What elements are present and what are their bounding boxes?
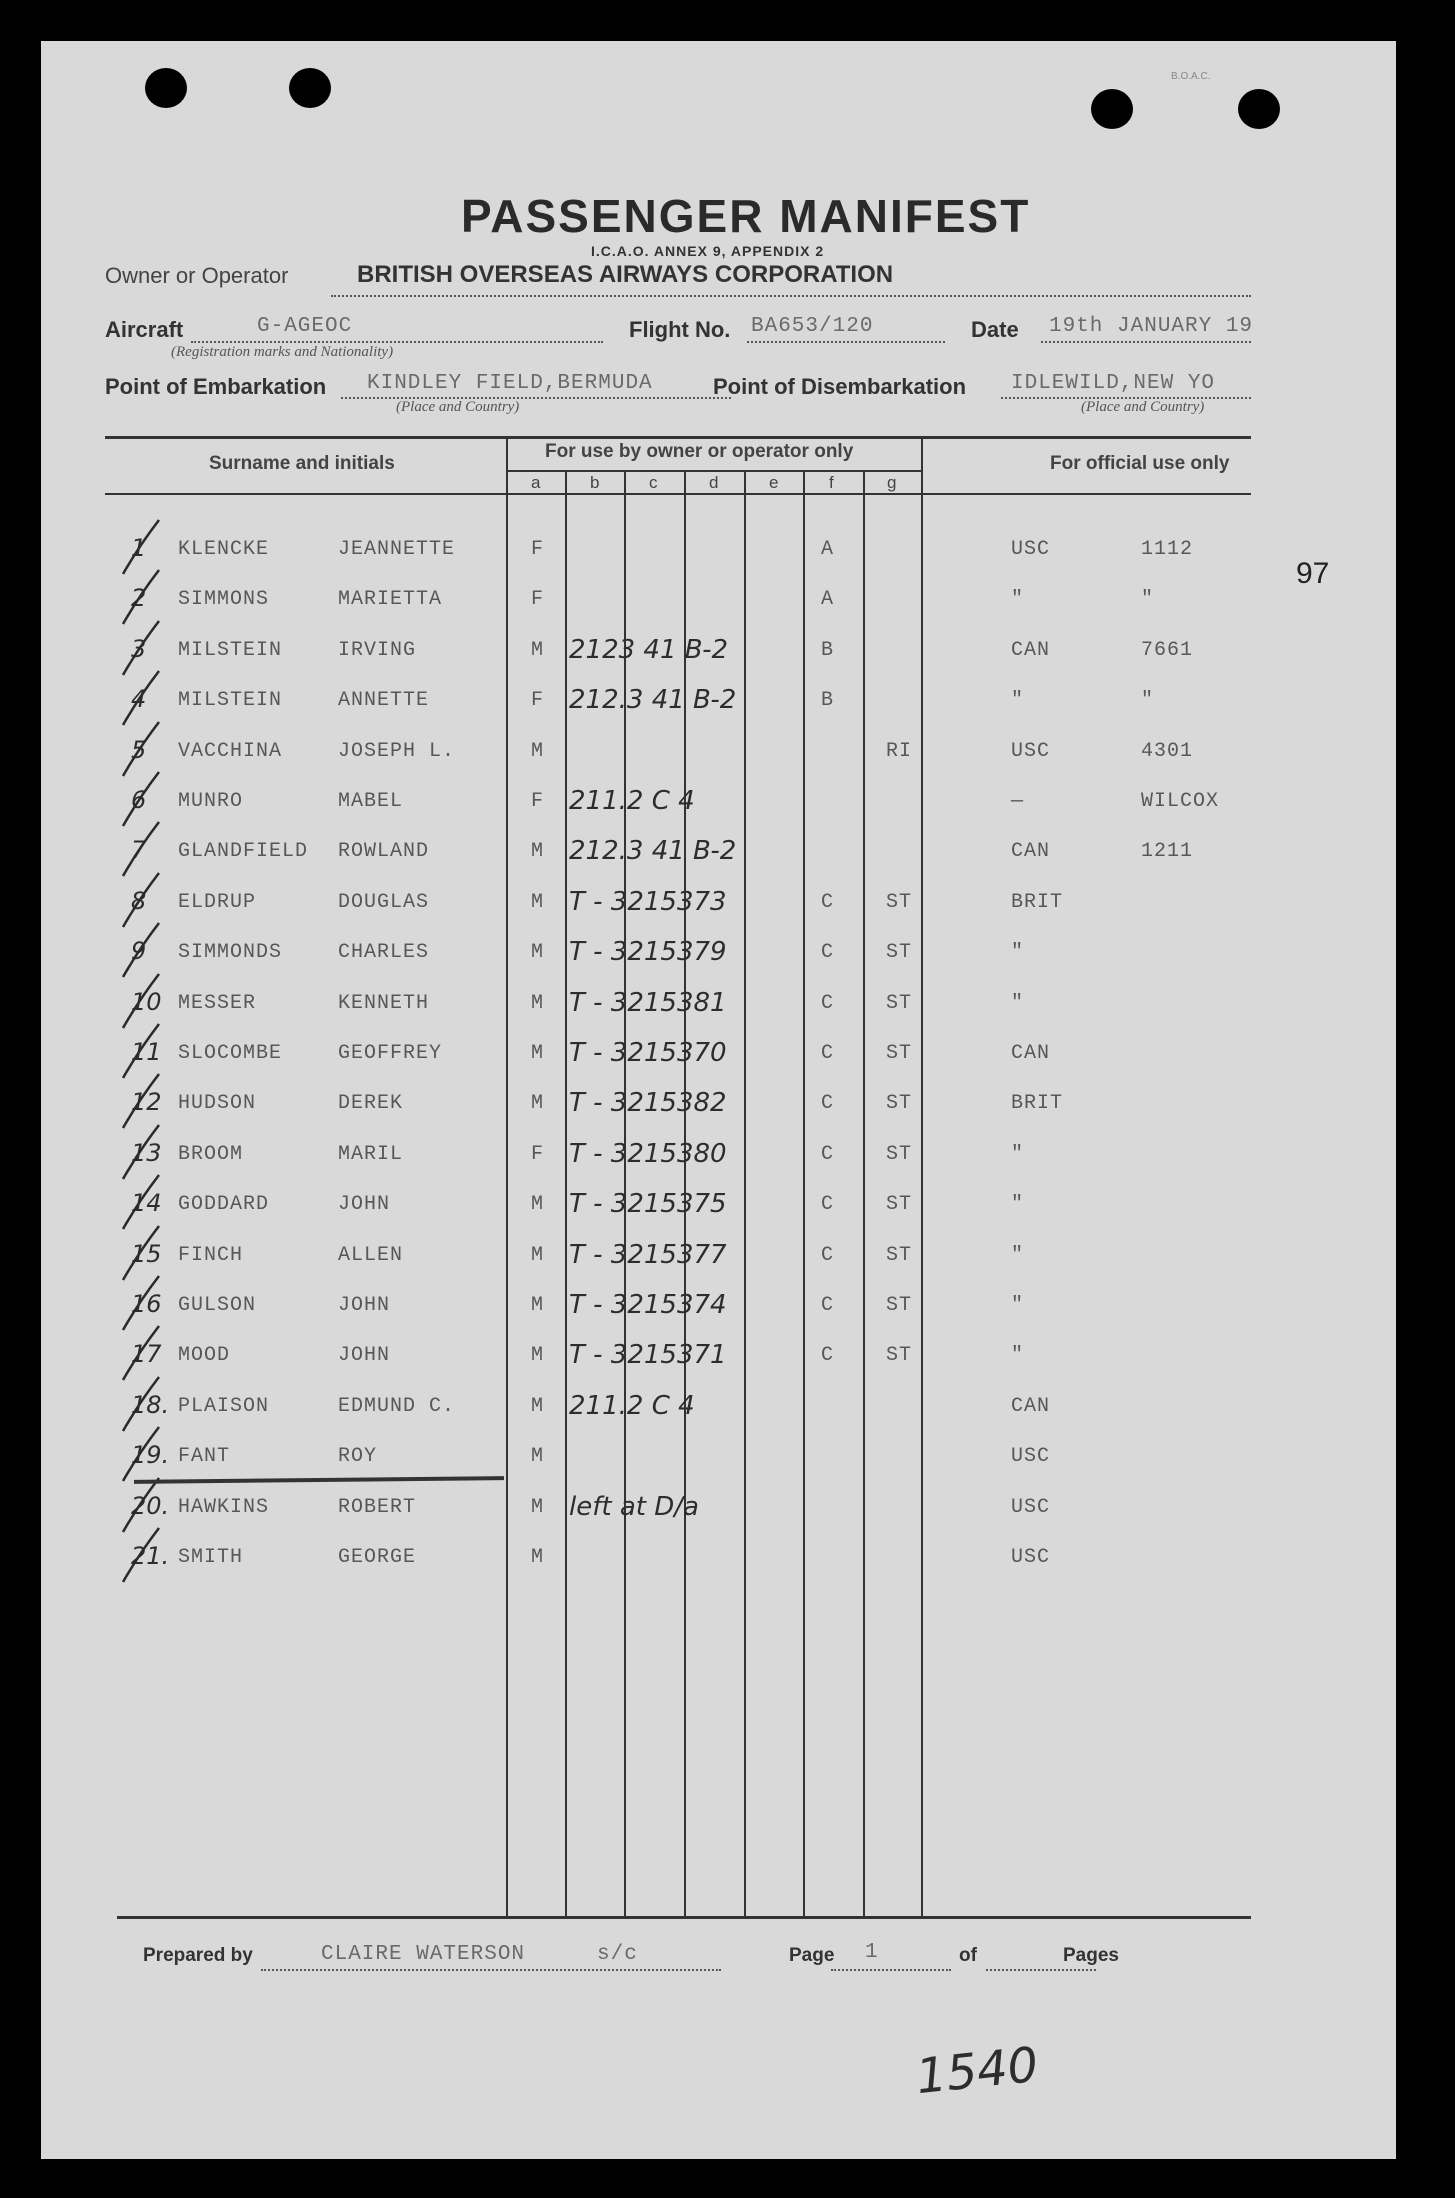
nationality: USC [1011,1546,1051,1569]
nationality: USC [1011,740,1051,763]
official-number: WILCOX [1141,790,1220,813]
handwritten-code: T - 3215370 [569,1038,727,1068]
owner-underline [331,295,1251,297]
table-header-rule [105,493,1251,495]
sub-col-a: a [531,473,541,492]
handwritten-code: 211.2 C 4 [569,786,695,816]
official-number: " [1141,588,1155,611]
passenger-given-name: EDMUND C. [338,1395,456,1418]
passenger-sex: M [531,1344,545,1367]
nationality: " [1011,1193,1025,1216]
page-label: Page [789,1945,835,1966]
nationality: " [1011,689,1025,712]
passenger-sex: M [531,941,545,964]
handwritten-code: 2123 41 B-2 [569,635,729,665]
row-number: 17 [131,1340,162,1368]
column-g-value: ST [886,1193,913,1216]
punch-hole [289,68,331,108]
embarkation-note: (Place and Country) [396,399,520,415]
nationality: " [1011,1244,1025,1267]
passenger-given-name: IRVING [338,639,417,662]
nationality: " [1011,1143,1025,1166]
col-surname-header: Surname and initials [209,453,395,474]
column-f-value: C [821,1344,835,1367]
of-underline [986,1969,1096,1971]
row-number: 13 [131,1139,162,1167]
passenger-surname: GODDARD [178,1193,270,1216]
passenger-surname: GULSON [178,1294,257,1317]
nationality: BRIT [1011,1092,1064,1115]
passenger-given-name: JOHN [338,1294,391,1317]
punch-hole [1238,89,1280,129]
passenger-sex: M [531,1244,545,1267]
nationality: — [1011,790,1025,813]
nationality: CAN [1011,1395,1051,1418]
passenger-surname: MILSTEIN [178,639,283,662]
passenger-given-name: MARIL [338,1143,404,1166]
passenger-surname: SIMMONDS [178,941,283,964]
row-number: 10 [131,988,162,1016]
column-f-value: C [821,1244,835,1267]
official-number: 1211 [1141,840,1194,863]
nationality: " [1011,588,1025,611]
col-owner-header: For use by owner or operator only [545,441,854,462]
column-f-value: C [821,1294,835,1317]
passenger-sex: M [531,1445,545,1468]
column-f-value: C [821,1092,835,1115]
passenger-given-name: JEANNETTE [338,538,456,561]
date-label: Date [971,317,1019,342]
disembarkation-label: Point of Disembarkation [713,374,967,399]
passenger-surname: MOOD [178,1344,231,1367]
column-g-value: ST [886,891,913,914]
flight-value: BA653/120 [751,315,874,338]
row-number: 15 [131,1240,162,1268]
corner-mark: B.O.A.C. [1171,71,1211,82]
date-underline [1041,341,1251,343]
date-value: 19th JANUARY 19 [1049,315,1254,338]
passenger-surname: ELDRUP [178,891,257,914]
col-official-header: For official use only [1050,453,1230,474]
column-f-value: C [821,1042,835,1065]
embarkation-value: KINDLEY FIELD,BERMUDA [367,372,653,395]
column-g-value: ST [886,1042,913,1065]
handwritten-code: T - 3215371 [569,1340,727,1370]
handwritten-code: T - 3215374 [569,1290,727,1320]
sub-col-e: e [769,473,779,492]
nationality: " [1011,992,1025,1015]
row-number: 1 [131,534,147,562]
passenger-surname: SLOCOMBE [178,1042,283,1065]
sub-col-b: b [590,473,600,492]
strike-through [134,1476,504,1484]
column-g-value: ST [886,1143,913,1166]
page-value: 1 [865,1941,879,1964]
passenger-surname: MILSTEIN [178,689,283,712]
disembarkation-note: (Place and Country) [1081,399,1205,415]
punch-hole [1091,89,1133,129]
row-number: 14 [131,1189,162,1217]
embarkation-label: Point of Embarkation [105,374,327,399]
passenger-surname: BROOM [178,1143,244,1166]
row-number: 3 [131,635,147,663]
column-g-value: RI [886,740,913,763]
passenger-surname: MESSER [178,992,257,1015]
column-g-value: ST [886,1344,913,1367]
passenger-surname: MUNRO [178,790,244,813]
passenger-sex: F [531,1143,545,1166]
passenger-surname: FANT [178,1445,231,1468]
row-number: 4 [131,685,147,713]
column-f-value: B [821,689,835,712]
sub-col-g: g [887,473,897,492]
passenger-sex: F [531,689,545,712]
disembarkation-value: IDLEWILD,NEW YO [1011,372,1216,395]
passenger-sex: M [531,1092,545,1115]
column-f-value: C [821,992,835,1015]
row-number: 5 [131,736,147,764]
row-number: 8 [131,887,147,915]
passenger-given-name: ROWLAND [338,840,430,863]
passenger-given-name: JOHN [338,1344,391,1367]
prepared-underline [261,1969,721,1971]
official-number: " [1141,689,1155,712]
column-f-value: C [821,941,835,964]
passenger-sex: M [531,1193,545,1216]
column-g-value: ST [886,1244,913,1267]
passenger-surname: SMITH [178,1546,244,1569]
passenger-given-name: CHARLES [338,941,430,964]
passenger-sex: F [531,588,545,611]
nationality: USC [1011,1496,1051,1519]
handwritten-code: left at D/a [569,1492,699,1522]
page-underline [831,1969,951,1971]
handwritten-code: T - 3215380 [569,1139,727,1169]
col-divider [565,471,567,1916]
nationality: " [1011,1294,1025,1317]
passenger-given-name: ROBERT [338,1496,417,1519]
page-title: PASSENGER MANIFEST [461,190,1031,242]
passenger-given-name: MABEL [338,790,404,813]
passenger-sex: M [531,1546,545,1569]
flight-label: Flight No. [629,317,731,342]
col-divider [803,471,805,1916]
col-divider [863,471,865,1916]
column-g-value: ST [886,992,913,1015]
page-subtitle: I.C.A.O. ANNEX 9, APPENDIX 2 [591,243,825,259]
sub-col-c: c [649,473,658,492]
row-number: 16 [131,1290,162,1318]
prepared-suffix: s/c [597,1943,638,1966]
passenger-surname: KLENCKE [178,538,270,561]
passenger-sex: M [531,1294,545,1317]
passenger-given-name: JOHN [338,1193,391,1216]
handwritten-code: T - 3215373 [569,887,727,917]
nationality: USC [1011,538,1051,561]
row-number: 11 [131,1038,162,1066]
passenger-given-name: GEORGE [338,1546,417,1569]
handwritten-code: 212.3 41 B-2 [569,836,737,866]
official-number: 1112 [1141,538,1194,561]
passenger-sex: M [531,992,545,1015]
column-f-value: C [821,891,835,914]
passenger-sex: M [531,639,545,662]
column-g-value: ST [886,941,913,964]
row-number: 20. [131,1492,170,1520]
row-number: 9 [131,937,147,965]
column-f-value: A [821,538,835,561]
column-f-value: A [821,588,835,611]
nationality: CAN [1011,1042,1051,1065]
passenger-given-name: GEOFFREY [338,1042,443,1065]
column-f-value: B [821,639,835,662]
aircraft-label: Aircraft [105,317,184,342]
owner-sub-rule [506,470,921,472]
nationality: CAN [1011,840,1051,863]
aircraft-value: G-AGEOC [257,315,353,338]
row-number: 18. [131,1391,170,1419]
passenger-given-name: KENNETH [338,992,430,1015]
passenger-given-name: ALLEN [338,1244,404,1267]
sub-col-f: f [829,473,834,492]
nationality: " [1011,941,1025,964]
table-top-rule [105,436,1251,439]
handwritten-code: T - 3215382 [569,1088,727,1118]
row-number: 7 [131,836,147,864]
passenger-sex: M [531,891,545,914]
aircraft-underline [191,341,603,343]
passenger-sex: M [531,1496,545,1519]
passenger-given-name: ROY [338,1445,378,1468]
check-mark [119,1524,159,1584]
passenger-sex: M [531,1395,545,1418]
handwritten-code: T - 3215375 [569,1189,727,1219]
row-number: 2 [131,584,147,612]
passenger-given-name: DEREK [338,1092,404,1115]
footer-rule [117,1916,1251,1919]
prepared-value: CLAIRE WATERSON [321,1943,526,1966]
page-number-annotation: 97 [1296,557,1330,590]
col-divider [921,436,923,1916]
passenger-sex: M [531,740,545,763]
prepared-label: Prepared by [143,1945,253,1966]
nationality: CAN [1011,639,1051,662]
passenger-given-name: ANNETTE [338,689,430,712]
handwritten-code: T - 3215379 [569,937,727,967]
owner-label: Owner or Operator [105,263,289,288]
flight-underline [747,341,945,343]
nationality: " [1011,1344,1025,1367]
punch-hole [145,68,187,108]
manifest-page [41,41,1396,2159]
passenger-surname: VACCHINA [178,740,283,763]
passenger-sex: F [531,790,545,813]
passenger-sex: F [531,538,545,561]
column-g-value: ST [886,1294,913,1317]
row-number: 21. [131,1542,170,1570]
row-number: 12 [131,1088,162,1116]
column-f-value: C [821,1143,835,1166]
official-number: 7661 [1141,639,1194,662]
handwritten-code: 211.2 C 4 [569,1391,695,1421]
bottom-annotation: 1540 [913,2036,1041,2106]
pages-label: Pages [1063,1945,1119,1966]
row-number: 6 [131,786,147,814]
owner-value: BRITISH OVERSEAS AIRWAYS CORPORATION [357,261,894,288]
handwritten-code: T - 3215381 [569,988,727,1018]
nationality: BRIT [1011,891,1064,914]
passenger-surname: FINCH [178,1244,244,1267]
passenger-given-name: JOSEPH L. [338,740,456,763]
aircraft-note: (Registration marks and Nationality) [171,344,394,360]
passenger-surname: GLANDFIELD [178,840,309,863]
sub-col-d: d [709,473,719,492]
handwritten-code: T - 3215377 [569,1240,727,1270]
col-divider [744,471,746,1916]
passenger-sex: M [531,1042,545,1065]
of-label: of [959,1945,977,1966]
passenger-given-name: MARIETTA [338,588,443,611]
row-number: 19. [131,1441,170,1469]
passenger-surname: PLAISON [178,1395,270,1418]
passenger-surname: HUDSON [178,1092,257,1115]
passenger-given-name: DOUGLAS [338,891,430,914]
nationality: USC [1011,1445,1051,1468]
col-divider [506,436,508,1916]
passenger-surname: HAWKINS [178,1496,270,1519]
handwritten-code: 212.3 41 B-2 [569,685,737,715]
official-number: 4301 [1141,740,1194,763]
passenger-surname: SIMMONS [178,588,270,611]
passenger-sex: M [531,840,545,863]
column-g-value: ST [886,1092,913,1115]
column-f-value: C [821,1193,835,1216]
